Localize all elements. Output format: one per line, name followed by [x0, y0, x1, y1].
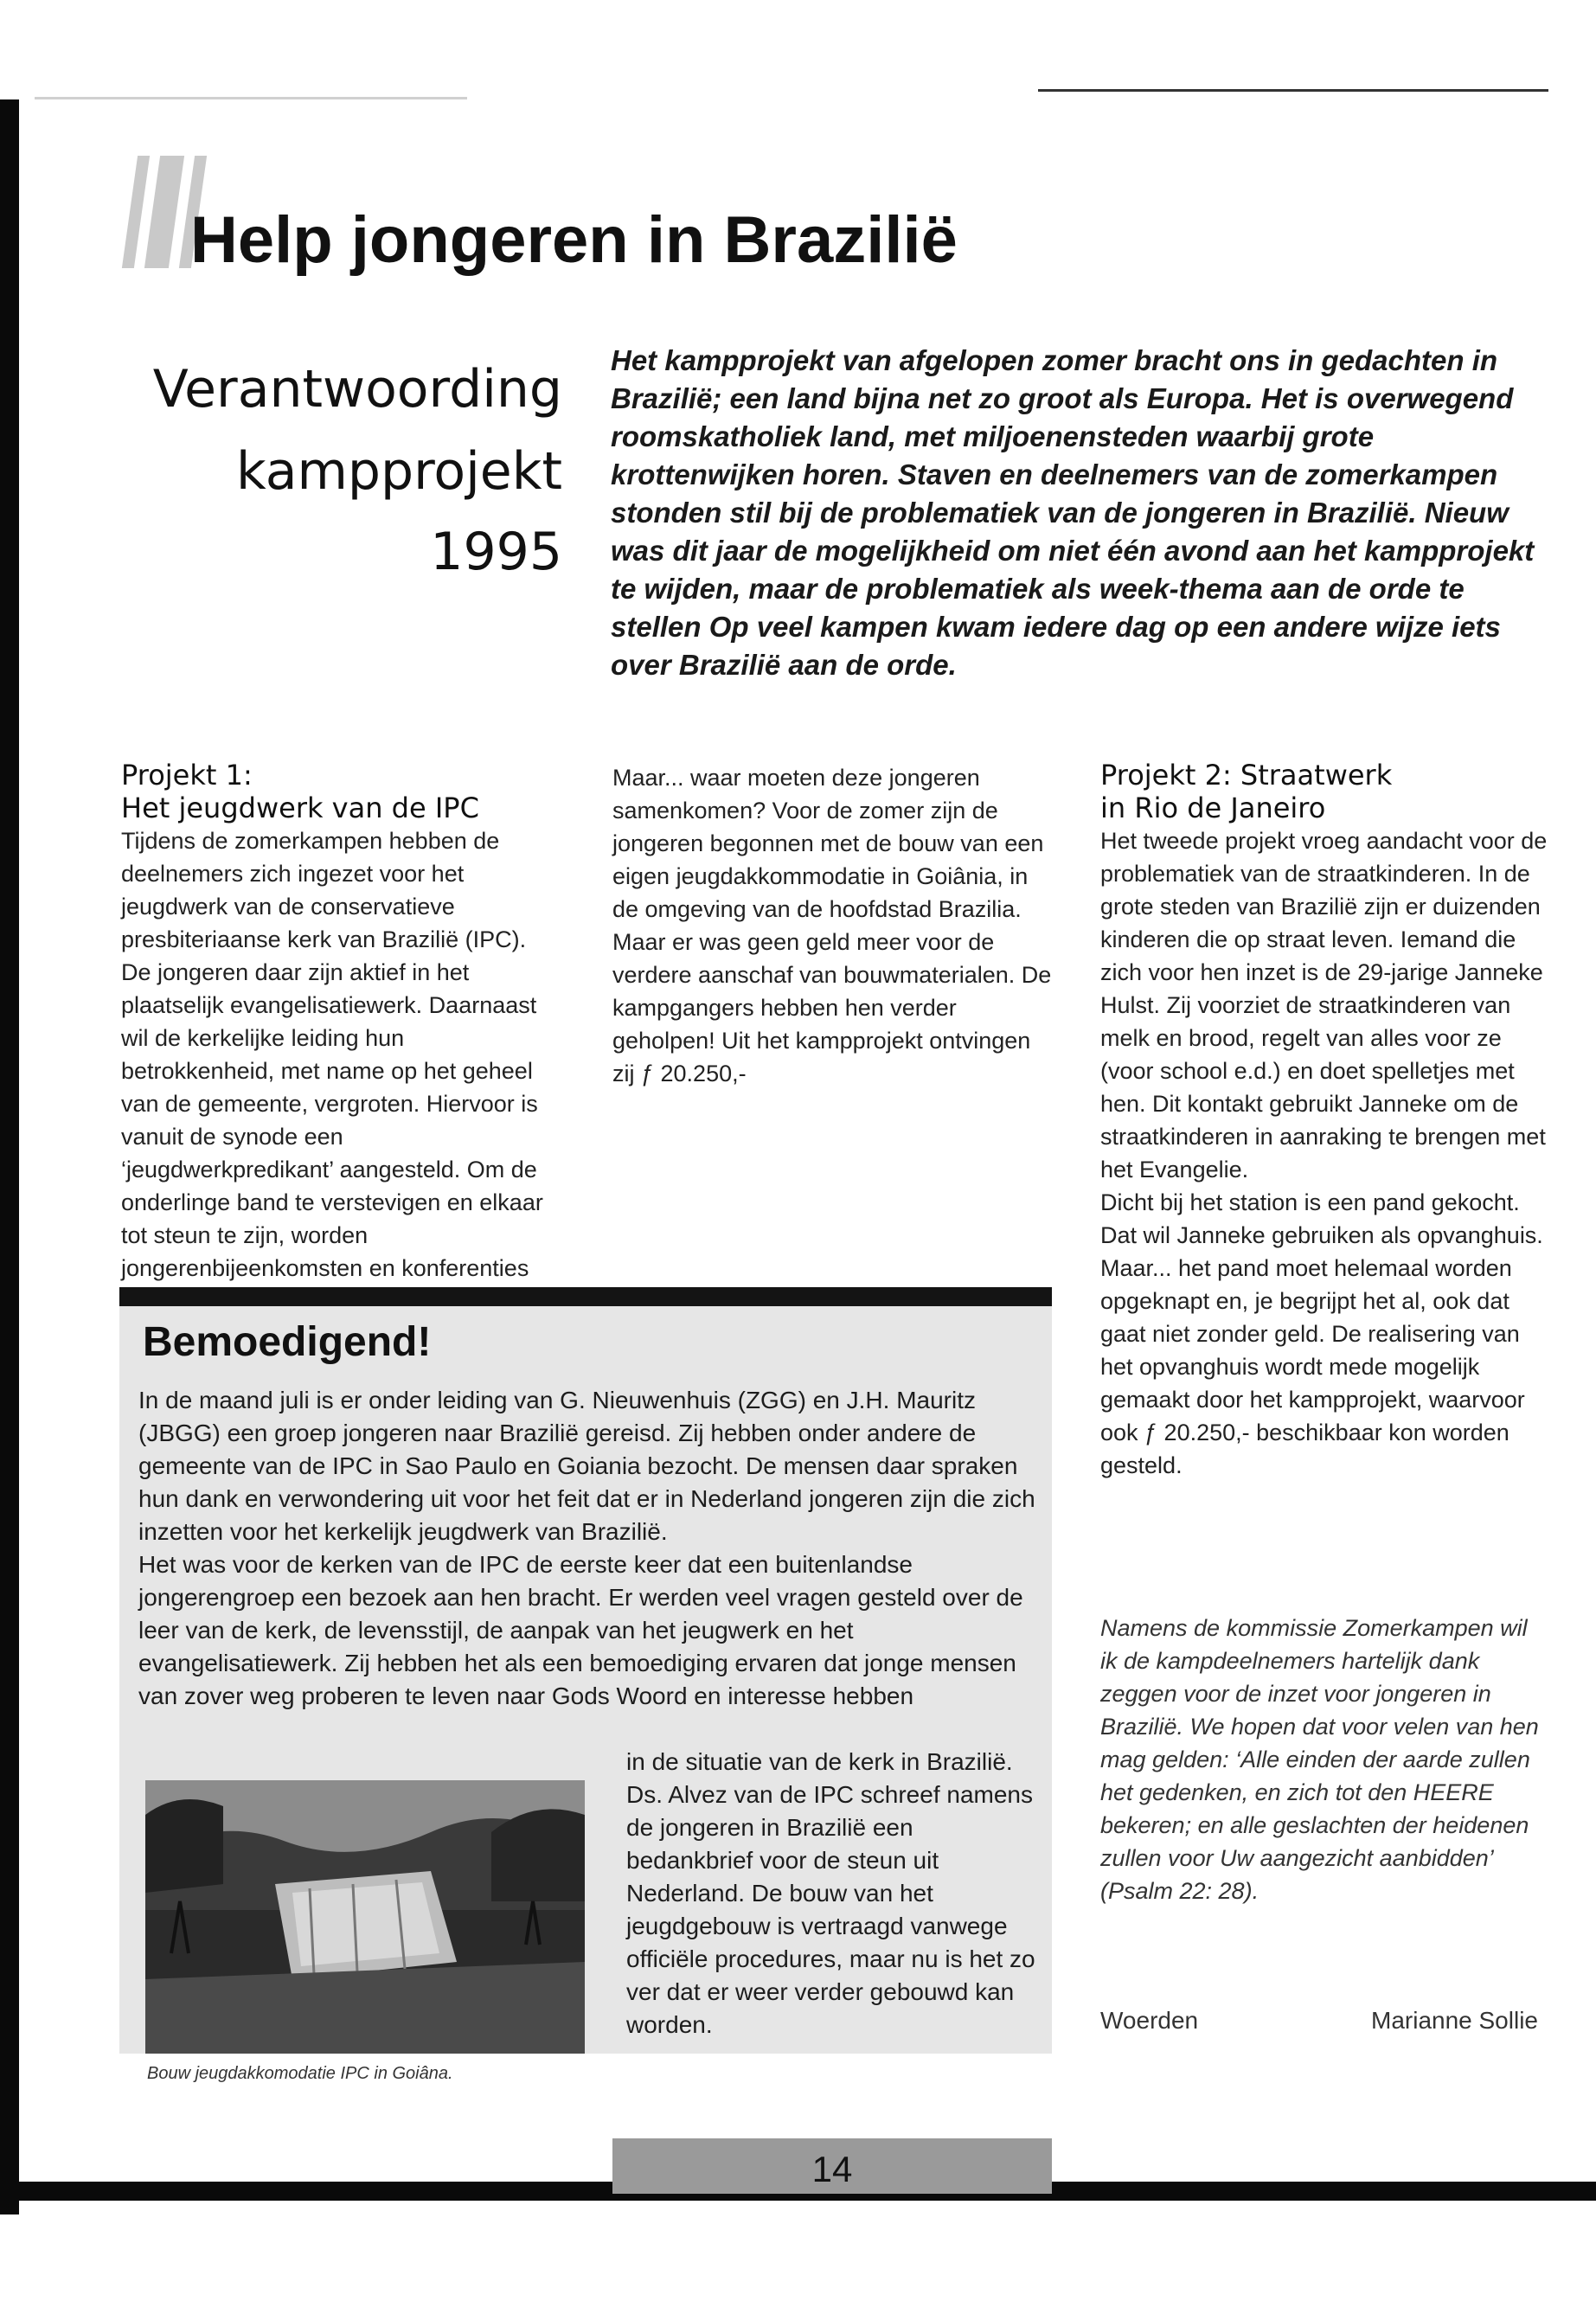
project2-body-2: Dicht bij het station is een pand gekocht. Dat wil Janneke gebruiken als opvanghuis. Maar... het pand moet helemaal worden opgeknapt en, je begrijpt het al, ook dat gaat niet zonder geld. De realisering van het opvanghuis wordt mede mogelijk gemaakt door het kampprojekt, waarvoor ook ƒ 20.250,- beschikbaar kon worden gesteld. [1100, 1189, 1543, 1478]
scan-edge-left [0, 99, 19, 2214]
box-paragraph-1: In de maand juli is er onder leiding van G. Nieuwenhuis (ZGG) en J.H. Mauritz (JBGG) een groep jongeren naar Brazilië gereisd. Zij hebben onder andere de gemeente van de IPC in Sao Paulo en Goiania bezocht. De mensen daar spraken hun dank en verwondering uit voor het feit dat er in Nederland jongeren zijn die zich inzetten voor het kerkelijk jeugdwerk van Brazilië. [138, 1387, 1035, 1545]
subtitle-line-3: 1995 [430, 522, 562, 582]
box-text-right [626, 1746, 1042, 2041]
subtitle-line-2: kampprojekt [236, 441, 562, 502]
photo-caption: Bouw jeugdakkomodatie IPC in Goiâna. [147, 2064, 453, 2083]
signature-place: Woerden [1100, 2007, 1199, 2034]
project1-body-2: Maar... waar moeten deze jongeren samenkomen? Voor de zomer zijn de jongeren begonnen met de bouw van een eigen jeugdakkommodatie in Goiânia, in de omgeving van de hoofdstad Brazilia. Maar er was geen geld meer voor de verdere aanschaf van bouwmaterialen. De kampgangers hebben hen verder geholpen! Uit het kampprojekt ontvingen zij ƒ 20.250,- [612, 765, 1052, 1086]
project1-column-2 [612, 761, 1058, 1090]
box-text [138, 1384, 1038, 1713]
page-title: Help jongeren in Braziliё [190, 203, 958, 277]
intro-paragraph: Het kampprojekt van afgelopen zomer bracht ons in gedachten in Brazilië; een land bijna net zo groot als Europa. Het is overwegend roomskatholiek land, met miljoenensteden waarbij grote krottenwijken horen. Staven en deelnemers van de zomerkampen stonden stil bij de problematiek van de jongeren in Brazilië. Nieuw was dit jaar de mogelijkheid om niet één avond aan het kampprojekt te wijden, maar de problematiek als week-thema aan de orde te stellen Op veel kampen kwam iedere dag op een andere wijze iets over Brazilië aan de orde. [611, 344, 1535, 681]
box-paragraph-2: Het was voor de kerken van de IPC de eerste keer dat een buitenlandse jongerengroep een bezoek aan hen bracht. Er werden veel vragen gesteld over de leer van de kerk, de levensstijl, de aanpak van het jeugwerk en het evangelisatiewerk. Zij hebben het als een bemoediging ervaren dat jonge mensen van zover weg proberen te leven naar Gods Woord en interesse hebben [138, 1551, 1023, 1709]
page-number: 14 [811, 2149, 853, 2189]
box-paragraph-2-cont: in de situatie van de kerk in Brazilië. [626, 1748, 1013, 1775]
signature-author: Marianne Sollie [1371, 2007, 1538, 2034]
project2-heading: Projekt 2: Straatwerk [1100, 759, 1393, 792]
top-rule [1038, 89, 1548, 92]
project1-column [121, 759, 567, 1281]
box-top-bar [119, 1287, 1052, 1306]
project1-subheading: Het jeugdwerk van de IPC [121, 792, 479, 824]
project2-column [1100, 759, 1550, 1482]
box-title: Bemoedigend! [143, 1319, 432, 1365]
project2-body: Het tweede projekt vroeg aandacht voor de problematiek van de straatkinderen. In de grote steden van Brazilië zijn er duizenden kinderen die op straat leven. Iemand die zich voor hen inzet is de 29-jarige Janneke Hulst. Zij voorziet de straatkinderen van melk en brood, regelt van alles voor ze (voor school e.d.) en doet spelletjes met hen. Dit kontakt gebruikt Janneke om de straatkinderen in aanraking te brengen met het Evangelie. [1100, 828, 1548, 1183]
project1-body: Tijdens de zomerkampen hebben de deelnemers zich ingezet voor het jeugdwerk van de conservatieve presbiteriaanse kerk van Brazilië (IPC). De jongeren daar zijn aktief in het plaatselijk evangelisatiewerk. Daarnaast wil de kerkelijke leiding hun betrokkenheid, met name op het geheel van de gemeente, vergroten. Hiervoor is vanuit de synode een ‘jeugdwerkpredikant’ aangesteld. Om de onderlinge band te verstevigen en elkaar tot steun te zijn, worden jongerenbijeenkomsten en konferenties [121, 828, 543, 1281]
top-fade [35, 97, 467, 99]
thanks-paragraph: Namens de kommissie Zomerkampen wil ik de kampdeelnemers hartelijk dank zeggen voor de inzet voor jongeren in Brazilië. We hopen dat voor velen van hen mag gelden: ‘Alle einden der aarde zullen het gedenken, en zich tot den HEERE bekeren; en alle geslachten der heidenen zullen voor Uw aangezicht aanbidden’ (Psalm 22: 28). [1100, 1615, 1539, 1904]
construction-photo [145, 1780, 585, 2054]
box-paragraph-3: Ds. Alvez van de IPC schreef namens de jongeren in Brazilië een bedankbrief voor de steun uit Nederland. De bouw van het jeugdgebouw is vertraagd vanwege officiële procedures, maar nu is het zo ver dat er weer verder gebouwd kan worden. [626, 1781, 1035, 2038]
project1-heading: Projekt 1: [121, 759, 253, 792]
subtitle-line-1: Verantwoording [152, 359, 562, 420]
project2-subheading: in Rio de Janeiro [1100, 792, 1326, 824]
